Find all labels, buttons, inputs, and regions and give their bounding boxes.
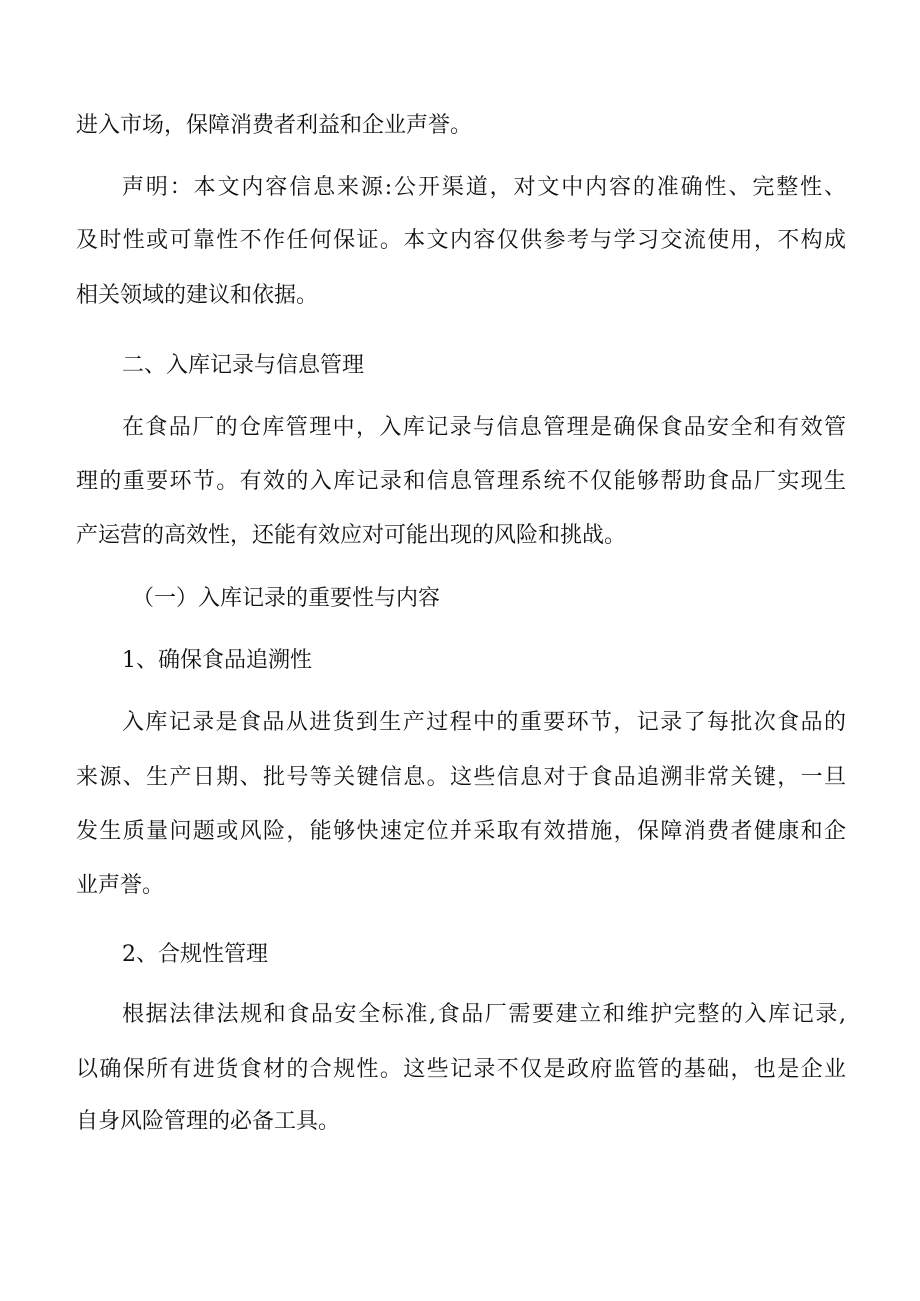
item1-line-3: 发生质量问题或风险，能够快速定位并采取有效措施，保障消费者健康和企 [76, 819, 846, 844]
item2-heading: 2、合规性管理 [122, 942, 268, 967]
item1-line-4: 业声誉。 [76, 873, 165, 898]
item2-line-2: 以确保所有进货食材的合规性。这些记录不仅是政府监管的基础，也是企业 [76, 1057, 846, 1082]
disclaimer-line-2: 及时性或可靠性不作任何保证。本文内容仅供参考与学习交流使用，不构成 [76, 228, 846, 253]
disclaimer-line-3: 相关领域的建议和依据。 [76, 283, 319, 308]
subsection-title: （一）入库记录的重要性与内容 [132, 586, 441, 611]
disclaimer-line-1: 声明：本文内容信息来源:公开渠道，对文中内容的准确性、完整性、 [122, 175, 846, 200]
item2-line-1: 根据法律法规和食品安全标准,食品厂需要建立和维护完整的入库记录, [122, 1002, 846, 1027]
section-intro-line-1: 在食品厂的仓库管理中，入库记录与信息管理是确保食品安全和有效管 [122, 415, 846, 440]
item1-line-2: 来源、生产日期、批号等关键信息。这些信息对于食品追溯非常关键，一旦 [76, 765, 846, 790]
section-intro-line-2: 理的重要环节。有效的入库记录和信息管理系统不仅能够帮助食品厂实现生 [76, 469, 846, 494]
item2-line-3: 自身风险管理的必备工具。 [76, 1109, 341, 1134]
item1-heading: 1、确保食品追溯性 [122, 648, 312, 673]
section-intro-line-3: 产运营的高效性，还能有效应对可能出现的风险和挑战。 [76, 523, 627, 548]
intro-tail: 进入市场，保障消费者利益和企业声誉。 [76, 113, 473, 138]
section-title: 二、入库记录与信息管理 [122, 353, 365, 378]
item1-line-1: 入库记录是食品从进货到生产过程中的重要环节，记录了每批次食品的 [122, 710, 846, 735]
